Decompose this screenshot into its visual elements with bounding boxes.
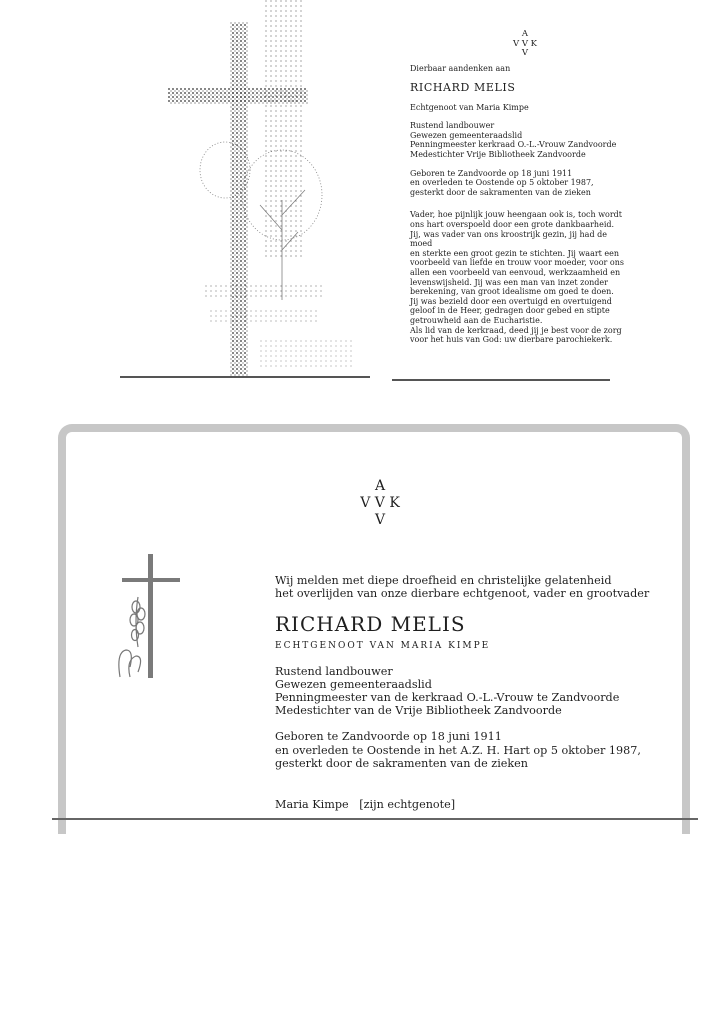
memorial-card-text [410, 30, 625, 345]
memorial-intro: Dierbaar aandenken aan [410, 63, 511, 73]
vvk-symbol: A V V K V [512, 29, 538, 58]
vvk-symbol: A V V K V [360, 478, 400, 528]
memorial-life-dates: Geboren te Zandvoorde op 18 juni 1911 en overleden te Oostende op 5 oktober 1987, gesterkt door de sakramenten van de zieken [410, 168, 594, 197]
memorial-card [0, 0, 725, 390]
notice-name: RICHARD MELIS [275, 612, 466, 637]
notice-spouse: ECHTGENOOT VAN MARIA KIMPE [275, 641, 491, 652]
notice-roles: Rustend landbouwer Gewezen gemeenteraadslid Penningmeester van de kerkraad O.-L.-Vrouw te Zandvoorde Medestichter van de Vrije Bibliotheek Zandvoorde [275, 664, 620, 718]
memorial-spouse: Echtgenoot van Maria Kimpe [410, 102, 529, 112]
cross-with-wheat-icon [112, 552, 184, 682]
notice-life-dates: Geboren te Zandvoorde op 18 juni 1911 en overleden te Oostende in het A.Z. H. Hart op 5 oktober 1987, gesterkt door de sakramenten van de zieken [275, 730, 641, 770]
notice-intro: Wij melden met diepe droefheid en christelijke gelatenheid het overlijden van onze dierbare echtgenoot, vader en grootvader [275, 574, 650, 601]
death-notice-base-line [52, 818, 698, 820]
notice-signer: Maria Kimpe [zijn echtgenote] [275, 798, 456, 812]
dotted-cross-tree-illustration [120, 0, 370, 380]
memorial-tribute: Vader, hoe pijnlijk jouw heengaan ook is, toch wordt ons hart overspoeld door een grote dankbaarheid. Jij, was vader van ons kroostrijk gezin, jij had de moed en sterkte een groot gezin te stichten. Jij waart een voorbeeld van liefde en trouw voor moeder, voor ons allen een voorbeeld van eenvoud, werkzaamheid en levenswijsheid. Jij was een man van inzet zonder berekening, van groot idealisme om goed te doen. Jij was bezield door een overtuigd en overtuigend geloof in de Heer, gedragen door gebed en stipte getrouwheid aan de Eucharistie. Als lid van de kerkraad, deed jij je best voor de zorg voor het huis van God: uw dierbare parochiekerk. [410, 210, 624, 345]
memorial-roles: Rustend landbouwer Gewezen gemeenteraadslid Penningmeester kerkraad O.-L.-Vrouw Zandvoorde Medestichter Vrije Bibliotheek Zandvoorde [410, 121, 617, 160]
death-notice-text [275, 574, 675, 811]
memorial-card-base-line [392, 379, 610, 381]
memorial-name: RICHARD MELIS [410, 81, 516, 95]
